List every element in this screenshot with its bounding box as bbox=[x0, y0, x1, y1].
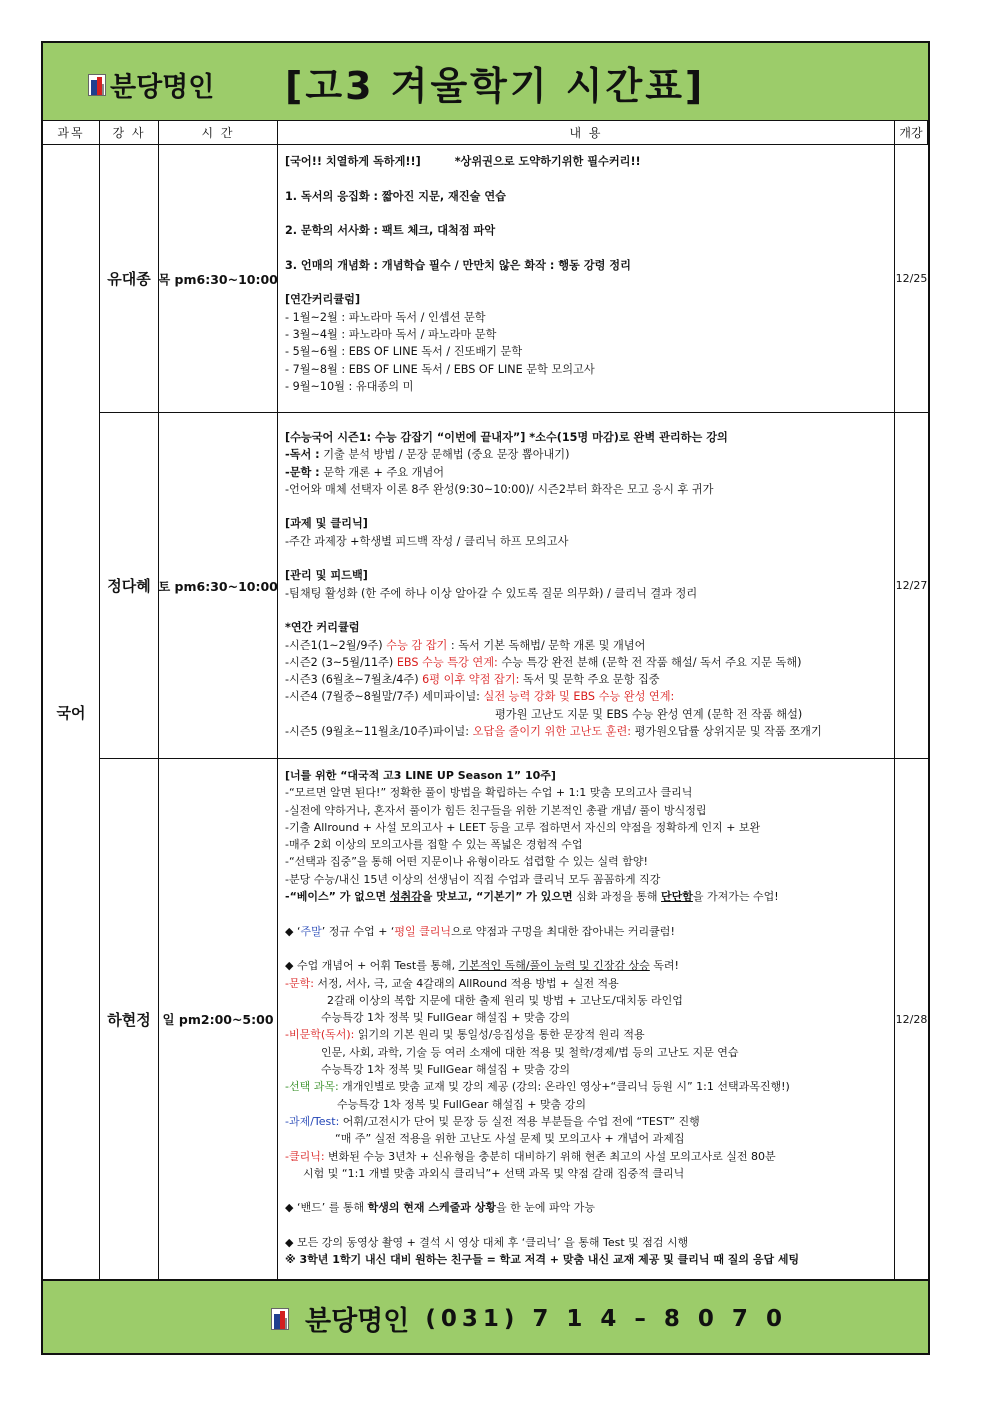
instructor-name: 유대종 bbox=[100, 145, 159, 413]
brand-logo bbox=[88, 65, 214, 104]
instructor-name: 정다혜 bbox=[100, 413, 159, 759]
start-date: 12/27 bbox=[895, 413, 928, 759]
column-header-content: 내 용 bbox=[278, 121, 895, 145]
footer-brand bbox=[271, 1299, 787, 1338]
start-date: 12/28 bbox=[895, 759, 928, 1279]
start-date: 12/25 bbox=[895, 145, 928, 413]
subject-cell: 국어 bbox=[43, 145, 100, 1279]
column-header-subject: 과목 bbox=[43, 121, 100, 145]
phone-number: (031) 7 1 4 – 8 0 7 0 bbox=[425, 1305, 787, 1332]
column-header-instructor: 강 사 bbox=[100, 121, 159, 145]
class-time: 목 pm6:30~10:00 bbox=[159, 145, 278, 413]
instructor-name: 하현정 bbox=[100, 759, 159, 1279]
brand-name: 분당명인 bbox=[110, 72, 215, 103]
column-header-time: 시 간 bbox=[159, 121, 278, 145]
class-time: 토 pm6:30~10:00 bbox=[159, 413, 278, 759]
title-banner bbox=[43, 43, 928, 121]
footer-brand-name: 분당명인 bbox=[305, 1306, 410, 1337]
course-content: [국어!! 치열하게 독하게!!] *상위권으로 도약하기위한 필수커리!! 1. 독서의 응집화 : 짧아진 지문, 재진술 연습 2. 문학의 서사화 : 팩트 체크, 대척점 파악 3. 언매의 개념화 : 개념학습 필수 / 만만치 않은 화작 : 행동 강령 정리 [연간커리큘럼] - 1월~2월 : 파노라마 독서 / 인셉션 문학 - 3월~4월 : 파노라마 독서 / 파노라마 문학 - 5월~6월 : EBS OF LINE 독서 / 진또배기 문학 - 7월~8월 : EBS OF LINE 독서 / EBS OF LINE 문학 모의고사 - 9월~10월 : 유대종의 미 bbox=[278, 145, 895, 413]
course-content: [너를 위한 “대국적 고3 LINE UP Season 1” 10주] -“모르면 알면 된다!” 정확한 풀이 방법을 확립하는 수업 + 1:1 맞춤 모의고사 클리닉 -실전에 약하거나, 혼자서 풀이가 힘든 친구들을 위한 기본적인 총괄 개념/ 풀이 방식정립 -기출 Allround + 사설 모의고사 + LEET 등을 고루 접하면서 자신의 약점을 정확하게 인지 + 보완 -매주 2회 이상의 모의고사를 접할 수 있는 폭넓은 경험적 수업 -“선택과 집중”을 통해 어떤 지문이나 유형이라도 섭렵할 수 있는 실력 함양! -분당 수능/내신 15년 이상의 선생님이 직접 수업과 클리닉 모두 꼼꼼하게 직강 -“베이스” 가 없으면 성취감을 맛보고, “기본기” 가 있으면 심화 과정을 통해 단단함을 가져가는 수업! ◆ ‘주말’ 정규 수업 + ‘평일 클리닉으로 약점과 구멍을 최대한 잡아내는 커리큘럼! ◆ 수업 개념어 + 어휘 Test를 통해, 기본적인 독해/풀이 능력 및 긴장감 상승 독려! -문학: 서정, 서사, 극, 교술 4갈래의 AllRound 적용 방법 + 실전 적용 2갈래 이상의 복합 지문에 대한 출제 원리 및 방법 + 고난도/대치동 라인업 수능특강 1차 정복 및 FullGear 해설집 + 맞춤 강의 -비문학(독서): 읽기의 기본 원리 및 통일성/응집성을 통한 문장적 원리 적용 인문, 사회, 과학, 기술 등 여러 소재에 대한 적용 및 철학/경제/법 등의 고난도 지문 연습 수능특강 1차 정복 및 FullGear 해설집 + 맞춤 강의 -선택 과목: 개개인별로 맞춤 교재 및 강의 제공 (강의: 온라인 영상+“클리닉 등원 시” 1:1 선택과목진행!) 수능특강 1차 정복 및 FullGear 해설집 + 맞춤 강의 -과제/Test: 어휘/고전시가 단어 및 문장 등 실전 적용 부분들을 수업 전에 “TEST” 진행 “매 주” 실전 적용을 위한 고난도 사설 문제 및 모의고사 + 개념어 과제집 -클리닉: 변화된 수능 3년차 + 신유형을 충분히 대비하기 위해 현존 최고의 사설 모의고사로 실전 80분 시험 및 “1:1 개별 맞춤 과외식 클리닉”+ 선택 과목 및 약점 갈래 집중적 클리닉 ◆ ‘밴드’ 를 통해 학생의 현재 스케줄과 상황을 한 눈에 파악 가능 ◆ 모든 강의 동영상 촬영 + 결석 시 영상 대체 후 ‘클리닉’ 을 통해 Test 및 점검 시행 ※ 3학년 1학기 내신 대비 원하는 친구들 = 학교 저격 + 맞춤 내신 교재 제공 및 클리닉 때 질의 응답 세팅 bbox=[278, 759, 895, 1279]
column-header-start: 개강 bbox=[895, 121, 928, 145]
page-title: [고3 겨울학기 시간표] bbox=[285, 64, 706, 108]
academy-logo-icon bbox=[271, 1308, 289, 1330]
footer-banner bbox=[43, 1279, 928, 1353]
course-content: [수능국어 시즌1: 수능 감잡기 “이번에 끝내자”] *소수(15명 마감)로 완벽 관리하는 강의 -독서 : 기출 분석 방법 / 문장 문해법 (중요 문장 뽑아내기) -문학 : 문학 개론 + 주요 개념어 -언어와 매체 선택자 이론 8주 완성(9:30~10:00)/ 시즌2부터 화작은 모고 응시 후 귀가 [과제 및 클리닉] -주간 과제장 +학생별 피드백 작성 / 클리닉 하프 모의고사 [관리 및 피드백] -팀채팅 활성화 (한 주에 하나 이상 알아갈 수 있도록 질문 의무화) / 클리닉 결과 정리 *연간 커리큘럼 -시즌1(1~2월/9주) 수능 감 잡기 : 독서 기본 독해법/ 문학 개론 및 개념어 -시즌2 (3~5월/11주) EBS 수능 특강 연계: 수능 특강 완전 분해 (문학 전 작품 해설/ 독서 주요 지문 독해) -시즌3 (6월초~7월초/4주) 6평 이후 약점 잡기: 독서 및 문학 주요 문항 집중 -시즌4 (7월중~8월말/7주) 세미파이널: 실전 능력 강화 및 EBS 수능 완성 연계: 평가원 고난도 지문 및 EBS 수능 완성 연계 (문학 전 작품 해설) -시즌5 (9월초~11월초/10주)파이널: 오답을 줄이기 위한 고난도 훈련: 평가원오답률 상위지문 및 작품 쪼개기 bbox=[278, 413, 895, 759]
academy-logo-icon bbox=[88, 74, 106, 96]
class-time: 일 pm2:00~5:00 bbox=[159, 759, 278, 1279]
timetable-sheet bbox=[41, 41, 930, 1355]
